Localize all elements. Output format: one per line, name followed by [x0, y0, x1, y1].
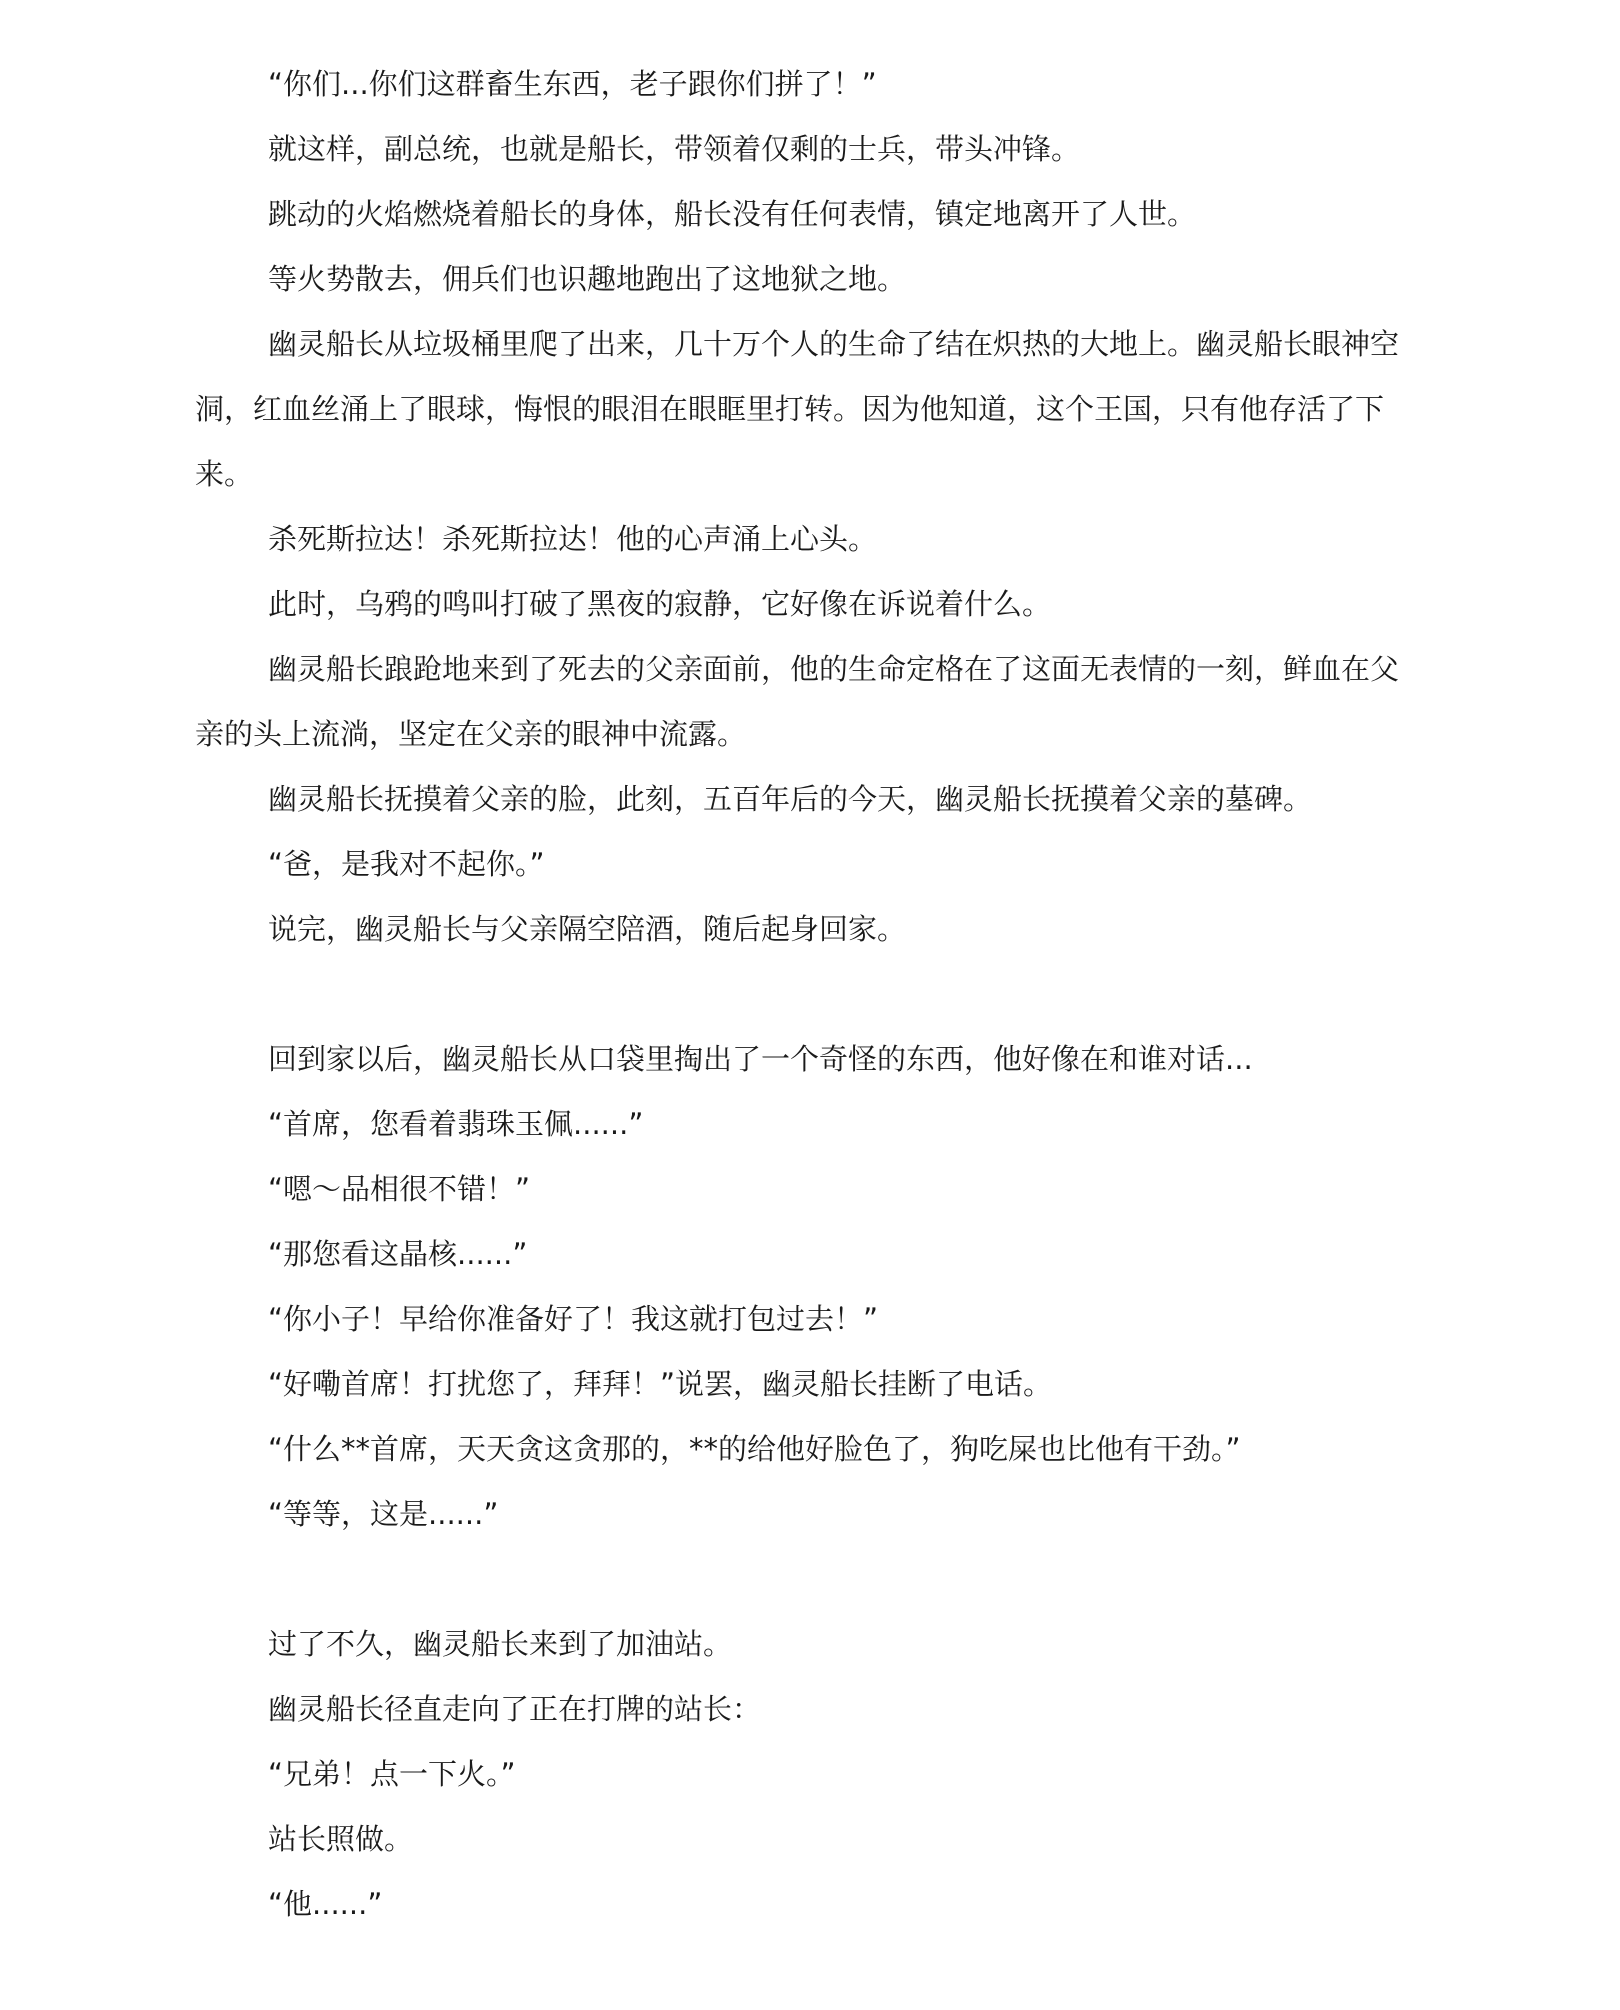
- paragraph: “兄弟！点一下火。”: [268, 1757, 516, 1791]
- paragraph: 幽灵船长踉跄地来到了死去的父亲面前，他的生命定格在了这面无表情的一刻，鲜血在父亲的头上流淌，坚定在父亲的眼神中流露。: [195, 652, 1400, 751]
- paragraph: “首席，您看着翡珠玉佩......”: [268, 1107, 644, 1141]
- paragraph: “他......”: [268, 1887, 383, 1921]
- paragraph: 此时，乌鸦的鸣叫打破了黑夜的寂静，它好像在诉说着什么。: [268, 587, 1052, 621]
- paragraph: “什么**首席，天天贪这贪那的，**的给他好脸色了，狗吃屎也比他有干劲。”: [268, 1432, 1241, 1466]
- document-page: [195, 52, 1415, 1937]
- paragraph: “那您看这晶核......”: [268, 1237, 528, 1271]
- paragraph: 跳动的火焰燃烧着船长的身体，船长没有任何表情，镇定地离开了人世。: [268, 197, 1197, 231]
- paragraph: 过了不久，幽灵船长来到了加油站。: [268, 1627, 733, 1661]
- paragraph: 幽灵船长抚摸着父亲的脸，此刻，五百年后的今天，幽灵船长抚摸着父亲的墓碑。: [268, 782, 1313, 816]
- paragraph: 说完，幽灵船长与父亲隔空陪酒，随后起身回家。: [268, 912, 907, 946]
- paragraph: 回到家以后，幽灵船长从口袋里掏出了一个奇怪的东西，他好像在和谁对话...: [268, 1042, 1253, 1076]
- paragraph: 站长照做。: [268, 1822, 414, 1856]
- paragraph-spacer: [195, 1547, 1415, 1612]
- paragraph: 就这样，副总统，也就是船长，带领着仅剩的士兵，带头冲锋。: [268, 132, 1081, 166]
- paragraph-spacer: [195, 962, 1415, 1027]
- paragraph: 幽灵船长从垃圾桶里爬了出来，几十万个人的生命了结在炽热的大地上。幽灵船长眼神空洞，红血丝涌上了眼球，悔恨的眼泪在眼眶里打转。因为他知道，这个王国，只有他存活了下来。: [195, 327, 1400, 491]
- paragraph: “爸，是我对不起你。”: [268, 847, 545, 881]
- paragraph: “你们...你们这群畜生东西，老子跟你们拼了！”: [268, 67, 877, 101]
- paragraph: 幽灵船长径直走向了正在打牌的站长：: [268, 1692, 762, 1726]
- paragraph: “你小子！早给你准备好了！我这就打包过去！”: [268, 1302, 879, 1336]
- paragraph: “好嘞首席！打扰您了，拜拜！”说罢，幽灵船长挂断了电话。: [268, 1367, 1053, 1401]
- paragraph: “嗯～品相很不错！”: [268, 1172, 531, 1206]
- paragraph: 等火势散去，佣兵们也识趣地跑出了这地狱之地。: [268, 262, 907, 296]
- paragraph: “等等，这是......”: [268, 1497, 499, 1531]
- paragraph: 杀死斯拉达！杀死斯拉达！他的心声涌上心头。: [268, 522, 878, 556]
